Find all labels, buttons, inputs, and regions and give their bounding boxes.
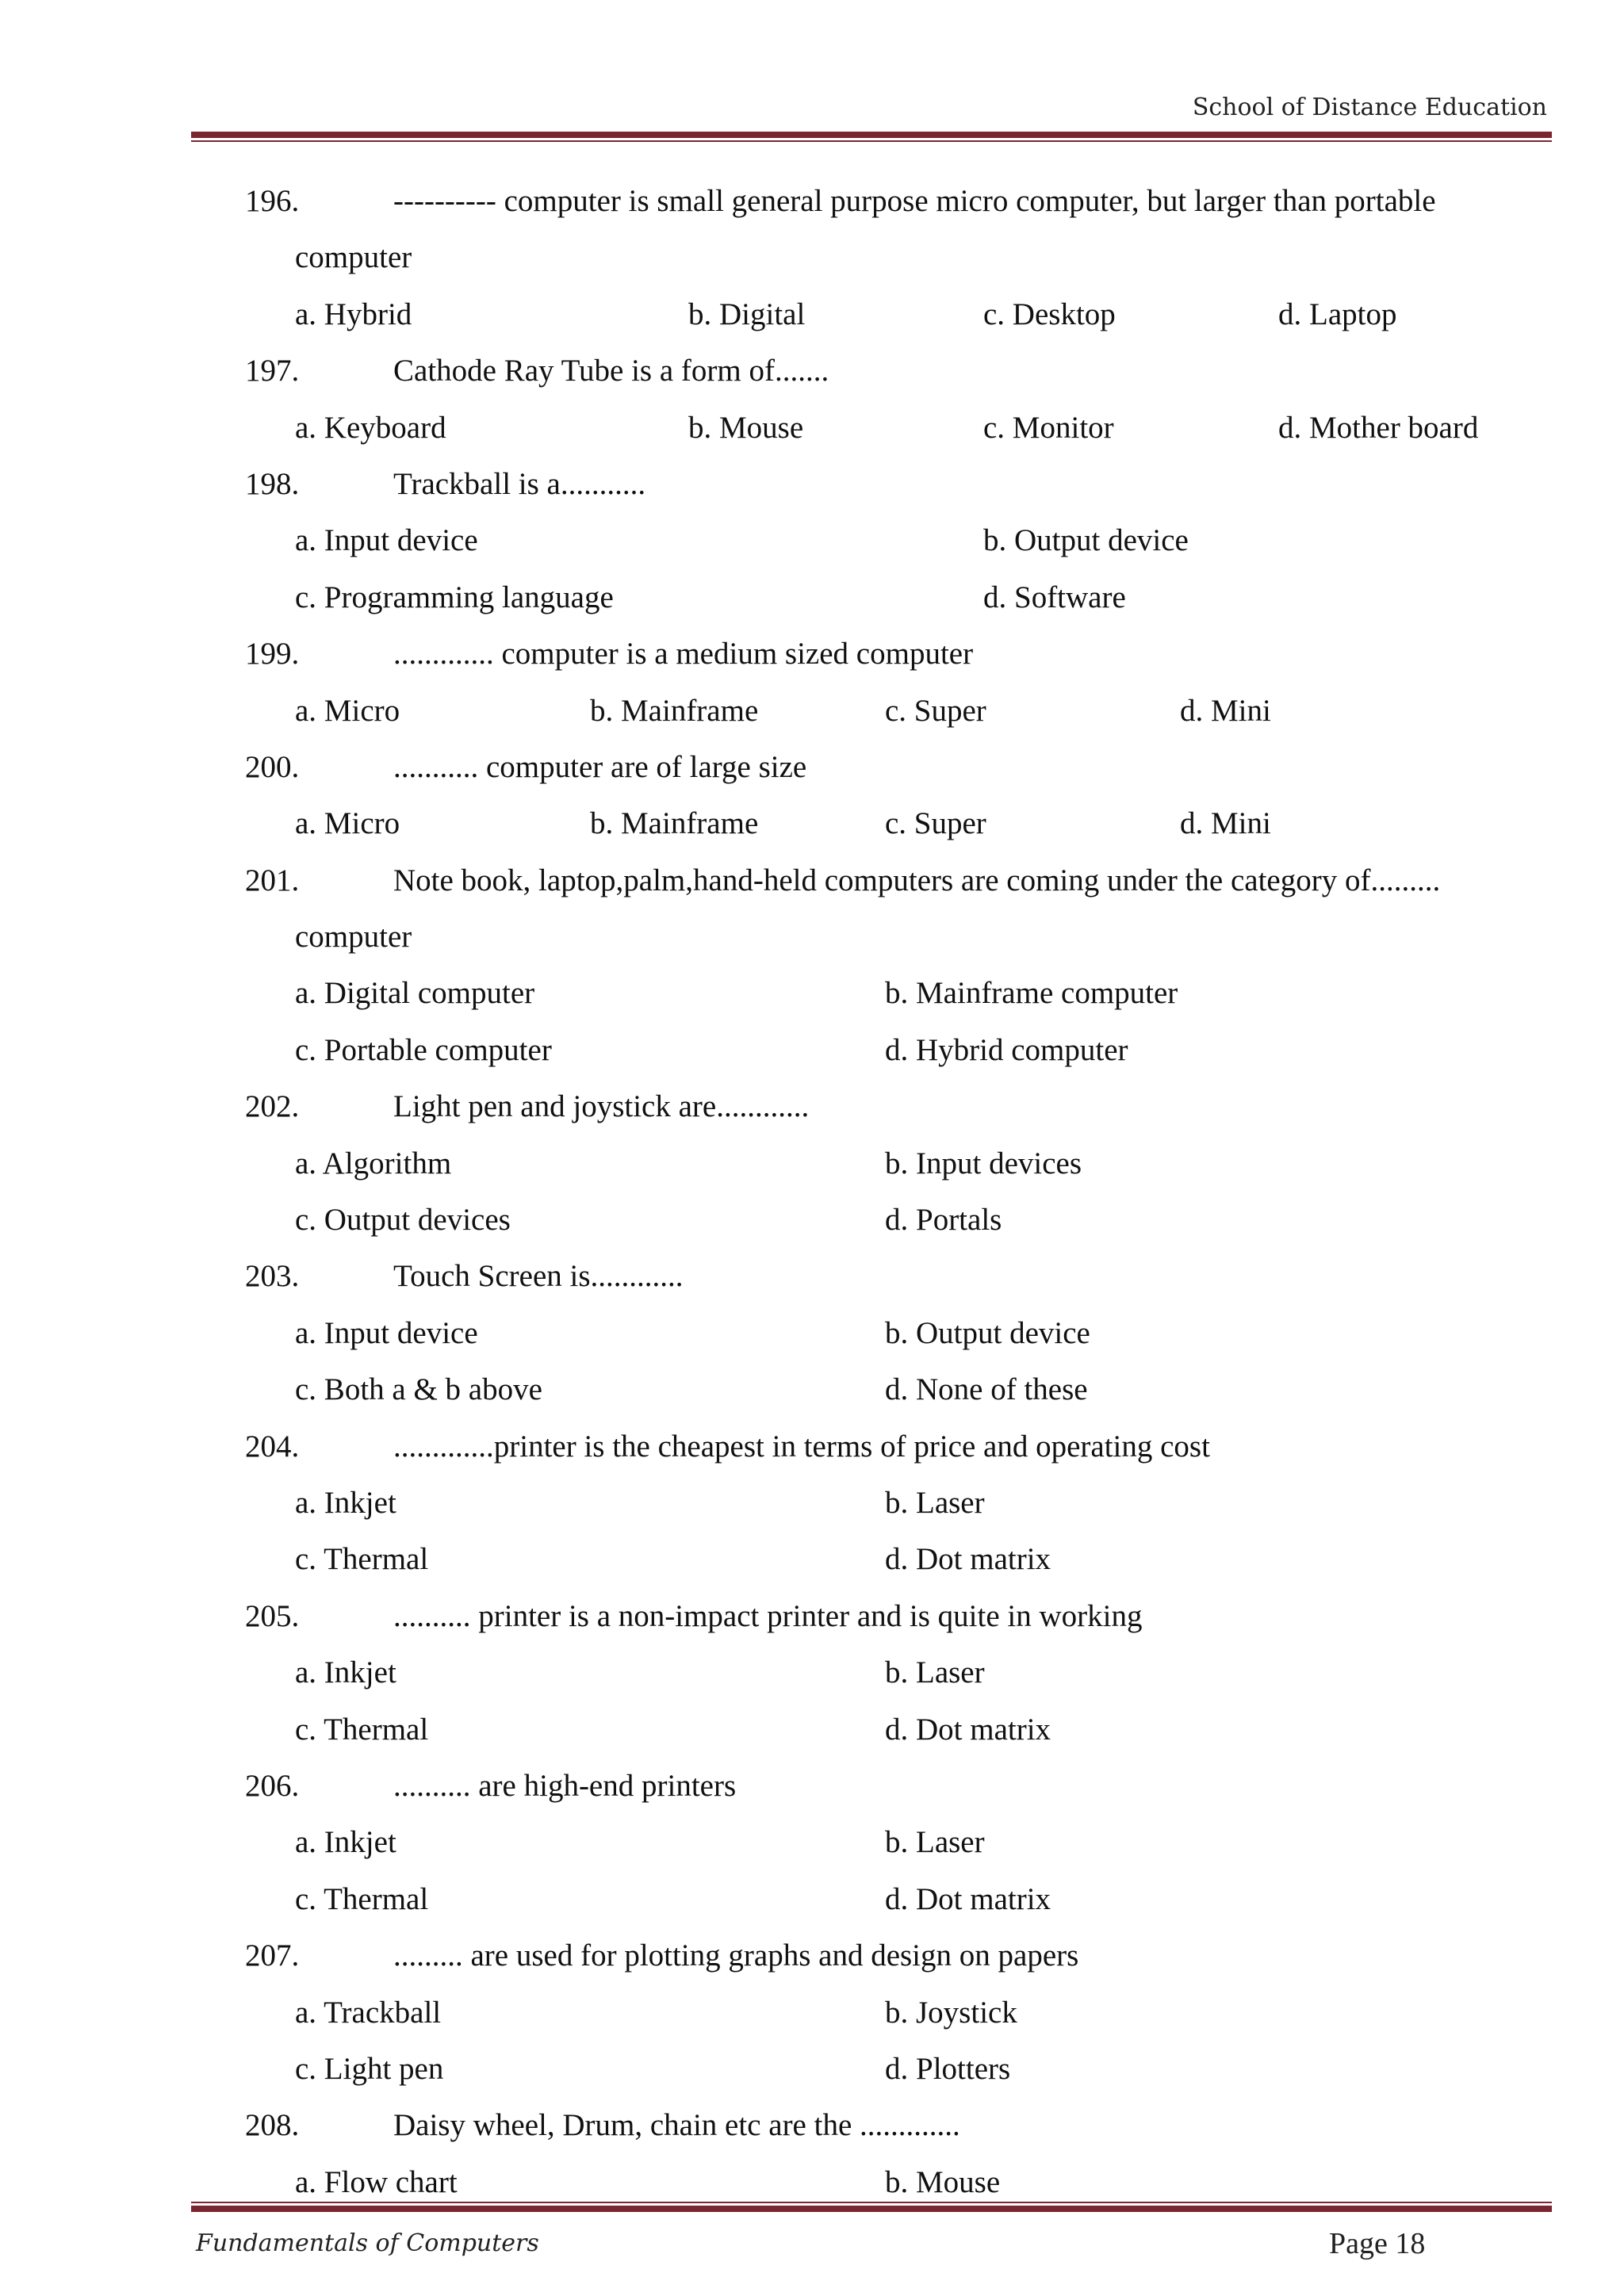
answer-option: d. Plotters xyxy=(885,2051,1011,2086)
question-number: 202. xyxy=(245,1089,300,1124)
option-row xyxy=(0,1192,1624,1248)
option-row xyxy=(0,683,1624,739)
option-row xyxy=(0,1814,1624,1870)
header-title: School of Distance Education xyxy=(1192,94,1547,121)
question-line xyxy=(0,1418,1624,1475)
question-line xyxy=(0,342,1624,399)
question-text: Light pen and joystick are............ xyxy=(393,1089,810,1124)
answer-option: b. Laser xyxy=(885,1825,985,1860)
option-row xyxy=(0,286,1624,342)
question-text: .............printer is the cheapest in terms of price and operating cost xyxy=(393,1429,1210,1464)
option-row xyxy=(0,1871,1624,1927)
question-list xyxy=(0,173,1624,2210)
answer-option: a. Micro xyxy=(295,806,400,841)
question-number: 198. xyxy=(245,466,300,501)
option-row xyxy=(0,400,1624,456)
answer-option: c. Both a & b above xyxy=(295,1372,542,1407)
question-line xyxy=(0,456,1624,512)
question-text: Cathode Ray Tube is a form of....... xyxy=(393,354,829,388)
question-number: 204. xyxy=(245,1429,300,1464)
answer-option: c. Thermal xyxy=(295,1881,429,1916)
question-text: ........... computer are of large size xyxy=(393,749,807,784)
option-row xyxy=(0,1701,1624,1758)
answer-option: a. Input device xyxy=(295,1315,478,1350)
question-number: 208. xyxy=(245,2108,300,2143)
question-number: 199. xyxy=(245,637,300,672)
answer-option: b. Digital xyxy=(688,297,806,331)
question-line xyxy=(0,173,1624,229)
option-row xyxy=(0,1531,1624,1587)
answer-option: d. Dot matrix xyxy=(885,1881,1051,1916)
question-text: Touch Screen is............ xyxy=(393,1259,684,1294)
option-row xyxy=(0,1644,1624,1701)
question-line xyxy=(0,626,1624,682)
question-number: 203. xyxy=(245,1259,300,1294)
answer-option: b. Output device xyxy=(983,523,1189,558)
answer-option: d. Software xyxy=(983,580,1126,614)
answer-option: d. Dot matrix xyxy=(885,1712,1051,1747)
answer-option: a. Input device xyxy=(295,523,478,558)
answer-option: c. Super xyxy=(885,806,986,841)
answer-option: a. Inkjet xyxy=(295,1825,396,1860)
answer-option: a. Digital computer xyxy=(295,976,535,1011)
answer-option: d. Dot matrix xyxy=(885,1542,1051,1577)
question-text-continued: computer xyxy=(295,920,412,955)
answer-option: c. Thermal xyxy=(295,1712,429,1747)
answer-option: c. Thermal xyxy=(295,1542,429,1577)
answer-option: d. Laptop xyxy=(1278,297,1397,331)
question-number: 201. xyxy=(245,863,300,897)
question-text: Note book, laptop,palm,hand-held computers are coming under the category of......... xyxy=(393,863,1441,897)
answer-option: d. Mini xyxy=(1180,693,1271,728)
question-line xyxy=(0,1248,1624,1304)
answer-option: b. Joystick xyxy=(885,1995,1017,2030)
question-line xyxy=(0,1758,1624,1814)
question-continuation-line xyxy=(0,229,1624,285)
answer-option: a. Algorithm xyxy=(295,1146,452,1181)
question-number: 200. xyxy=(245,749,300,784)
option-row xyxy=(0,1984,1624,2041)
header-rule xyxy=(191,132,1552,142)
option-row xyxy=(0,1022,1624,1078)
question-text: .......... printer is a non-impact printer and is quite in working xyxy=(393,1598,1143,1633)
answer-option: b. Laser xyxy=(885,1655,985,1690)
answer-option: b. Mainframe xyxy=(590,693,759,728)
question-text-continued: computer xyxy=(295,240,412,275)
answer-option: d. Mother board xyxy=(1278,410,1479,445)
answer-option: d. None of these xyxy=(885,1372,1088,1407)
option-row xyxy=(0,1305,1624,1361)
answer-option: a. Inkjet xyxy=(295,1485,396,1520)
answer-option: b. Laser xyxy=(885,1485,985,1520)
answer-option: a. Trackball xyxy=(295,1995,442,2030)
option-row xyxy=(0,569,1624,626)
option-row xyxy=(0,1475,1624,1531)
answer-option: a. Hybrid xyxy=(295,297,412,331)
question-line xyxy=(0,739,1624,795)
answer-option: b. Mainframe computer xyxy=(885,976,1178,1011)
option-row xyxy=(0,2041,1624,2097)
question-text: ............. computer is a medium sized computer xyxy=(393,637,974,672)
answer-option: c. Super xyxy=(885,693,986,728)
option-row xyxy=(0,1135,1624,1192)
answer-option: c. Monitor xyxy=(983,410,1114,445)
question-number: 197. xyxy=(245,354,300,388)
option-row xyxy=(0,795,1624,851)
option-row xyxy=(0,965,1624,1021)
answer-option: c. Output devices xyxy=(295,1203,511,1238)
question-line xyxy=(0,1078,1624,1135)
footer-rule xyxy=(191,2202,1552,2212)
option-row xyxy=(0,1361,1624,1418)
answer-option: b. Input devices xyxy=(885,1146,1082,1181)
question-number: 205. xyxy=(245,1598,300,1633)
answer-option: b. Output device xyxy=(885,1315,1090,1350)
answer-option: b. Mainframe xyxy=(590,806,759,841)
answer-option: a. Keyboard xyxy=(295,410,446,445)
footer-page-number: Page 18 xyxy=(1329,2227,1426,2260)
answer-option: a. Micro xyxy=(295,693,400,728)
question-line xyxy=(0,1588,1624,1644)
question-number: 196. xyxy=(245,184,300,218)
question-continuation-line xyxy=(0,909,1624,965)
answer-option: c. Portable computer xyxy=(295,1032,552,1067)
question-text: ---------- computer is small general purpose micro computer, but larger than portable xyxy=(393,184,1436,218)
answer-option: d. Portals xyxy=(885,1203,1002,1238)
question-number: 207. xyxy=(245,1938,300,1973)
answer-option: b. Mouse xyxy=(688,410,804,445)
footer-course: Fundamentals of Computers xyxy=(196,2229,539,2257)
question-text: ......... are used for plotting graphs and design on papers xyxy=(393,1938,1079,1973)
answer-option: c. Programming language xyxy=(295,580,614,614)
question-line xyxy=(0,852,1624,909)
question-line xyxy=(0,1927,1624,1984)
answer-option: d. Hybrid computer xyxy=(885,1032,1128,1067)
answer-option: a. Flow chart xyxy=(295,2164,458,2199)
question-number: 206. xyxy=(245,1768,300,1803)
answer-option: d. Mini xyxy=(1180,806,1271,841)
option-row xyxy=(0,512,1624,568)
answer-option: a. Inkjet xyxy=(295,1655,396,1690)
answer-option: c. Desktop xyxy=(983,297,1116,331)
answer-option: c. Light pen xyxy=(295,2051,444,2086)
question-line xyxy=(0,2097,1624,2153)
question-text: .......... are high-end printers xyxy=(393,1768,737,1803)
question-text: Daisy wheel, Drum, chain etc are the ............. xyxy=(393,2108,960,2143)
answer-option: b. Mouse xyxy=(885,2164,1001,2199)
question-text: Trackball is a........... xyxy=(393,466,646,501)
